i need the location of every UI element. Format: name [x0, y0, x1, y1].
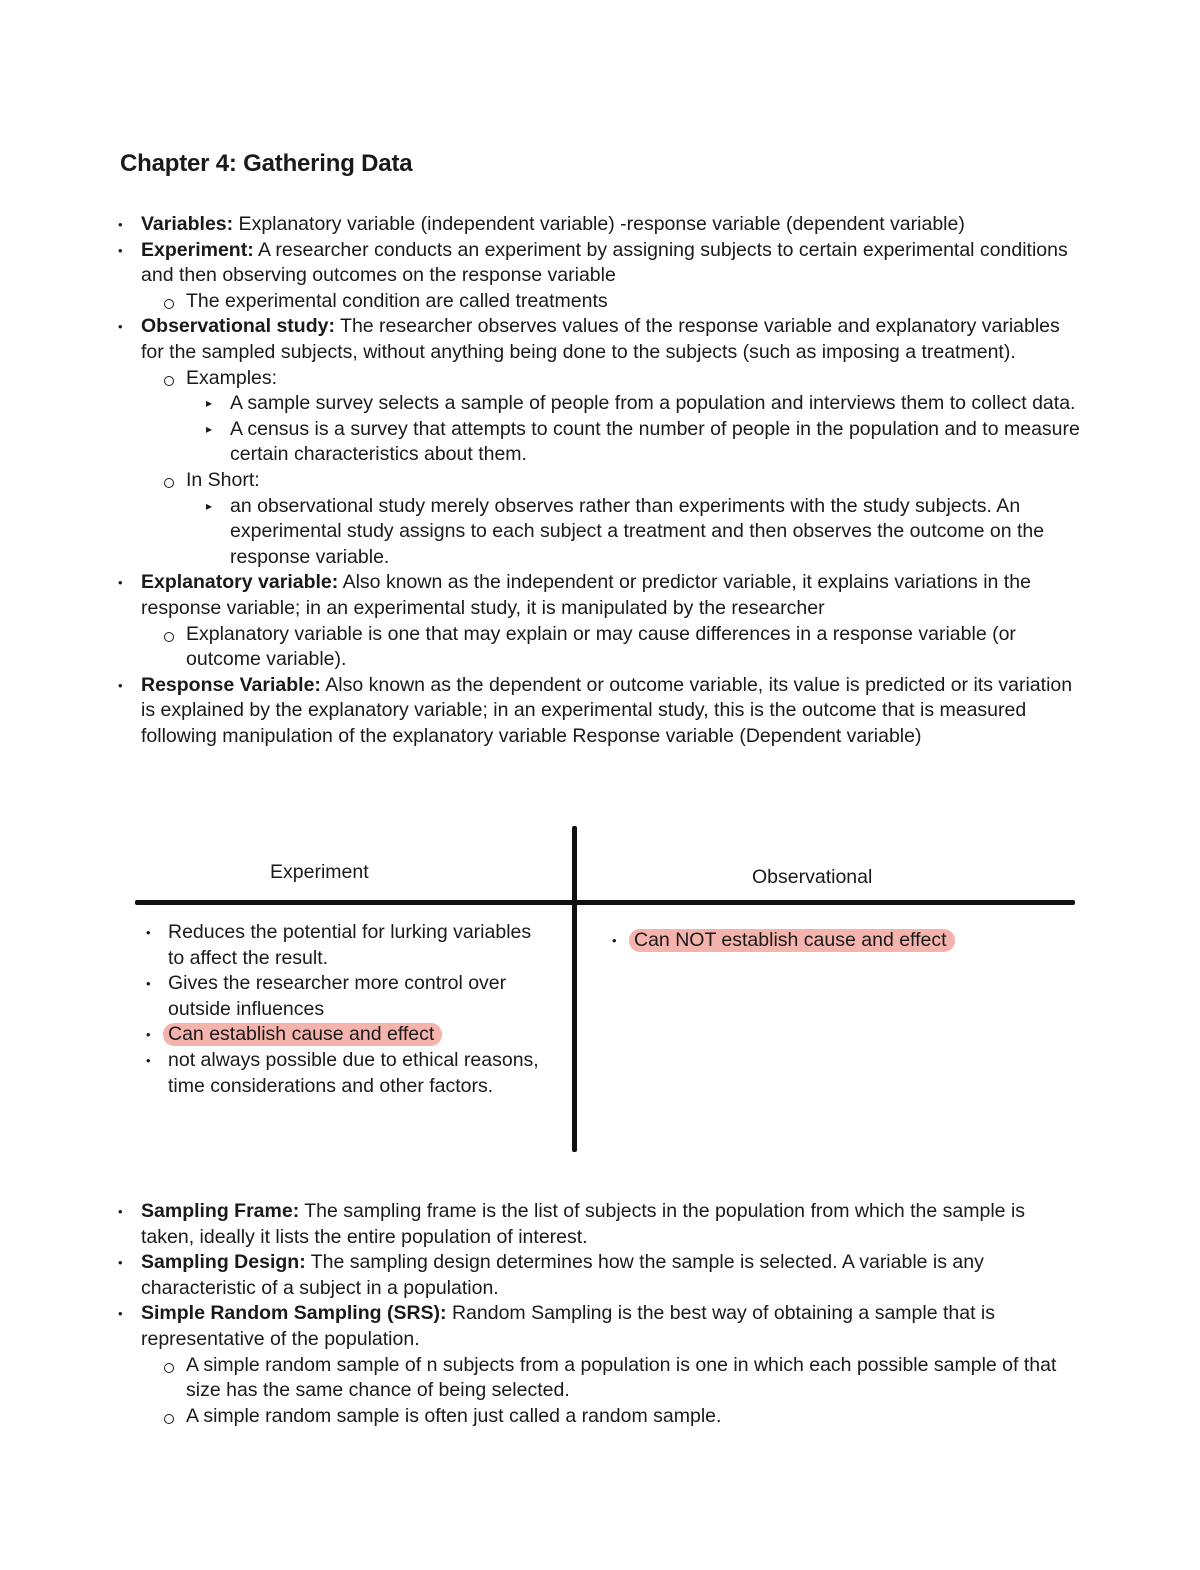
definition-observational: The researcher observes values of the response variable and explanatory variables for the sampled subjects, without anything being done to the subjects (such as imposing a treatment).	[141, 315, 1060, 363]
experiment-item-cause-effect	[0, 1022, 572, 1048]
term-response: Response Variable:	[141, 673, 321, 696]
term-variables: Variables:	[141, 213, 234, 235]
observational-item-no-cause-effect	[0, 928, 1100, 954]
definition-explanatory: Also known as the independent or predictor variable, it explains variations in the response variable; in an experimental study, it is manipulated by the researcher	[141, 571, 1031, 619]
definition-response: Also known as the dependent or outcome variable, its value is predicted or its variation is explained by the explanatory variable; in an experimental study, this is the outcome that is measured following manipulation of the explanatory variable Response variable (Dependent variable)	[141, 673, 1073, 747]
observational-column-header: Observational	[752, 866, 873, 888]
term-sampling-frame: Sampling Frame:	[141, 1200, 300, 1222]
experiment-item-control: • Gives the researcher more control over outside influences	[0, 971, 572, 1022]
chapter-title: Chapter 4: Gathering Data	[120, 150, 413, 177]
highlighted-text: Can NOT establish cause and effect	[629, 929, 955, 952]
experiment-column-header: Experiment	[270, 861, 369, 883]
definitions-list-top	[0, 212, 1200, 749]
definition-sampling-frame: The sampling frame is the list of subjects in the population from which the sample is taken, ideally it lists the entire population of interest.	[141, 1200, 1026, 1248]
experiment-item-lurking: • Reduces the potential for lurking variables to affect the result.	[0, 920, 572, 971]
sub-item-random-sample: A simple random sample is often just called a random sample.	[0, 1404, 1200, 1430]
list-item-observational	[0, 314, 1200, 365]
definitions-list-bottom	[0, 1199, 1200, 1429]
definition-srs: Random Sampling is the best way of obtaining a sample that is representative of the population.	[141, 1302, 995, 1350]
list-item-srs	[0, 1301, 1200, 1352]
term-srs: Simple Random Sampling (SRS):	[141, 1302, 447, 1325]
definition-sampling-design: The sampling design determines how the sample is selected. A variable is any characteristic of a subject in a population.	[141, 1251, 984, 1299]
definition-variables: Explanatory variable (independent variable) -response variable (dependent variable)	[233, 213, 965, 235]
list-item-explanatory	[0, 570, 1200, 621]
experiment-item-not-possible: • not always possible due to ethical reasons, time considerations and other factors.	[0, 1048, 572, 1099]
term-sampling-design: Sampling Design:	[141, 1251, 306, 1274]
sub-item-in-short: In Short:	[0, 468, 1200, 494]
term-explanatory: Explanatory variable:	[141, 571, 339, 594]
example-sample-survey: ▸ A sample survey selects a sample of people from a population and interviews them to collect data.	[0, 391, 1200, 417]
t-chart-vertical-divider	[572, 826, 577, 1152]
t-chart-horizontal-divider	[135, 900, 1075, 905]
list-item-variables	[0, 212, 1200, 238]
in-short-text: ▸ an observational study merely observes rather than experiments with the study subjects. An experimental study assigns to each subject a treatment and then observes the outcome on the response variable.	[0, 494, 1200, 571]
sub-item-examples: Examples:	[0, 366, 1200, 392]
list-item-response	[0, 673, 1200, 750]
highlighted-text: Can establish cause and effect	[163, 1023, 442, 1046]
sub-item-explanatory: Explanatory variable is one that may explain or may cause differences in a response variable (or outcome variable).	[0, 622, 1200, 673]
sub-item-srs-definition: A simple random sample of n subjects from a population is one in which each possible sample of that size has the same chance of being selected.	[0, 1353, 1200, 1404]
term-observational: Observational study:	[141, 315, 335, 338]
example-census: ▸ A census is a survey that attempts to count the number of people in the population and to measure certain characteristics about them.	[0, 417, 1200, 468]
observational-list	[0, 928, 1100, 954]
list-item-experiment	[0, 238, 1200, 289]
term-experiment: Experiment:	[141, 238, 254, 261]
list-item-sampling-frame	[0, 1199, 1200, 1250]
list-item-sampling-design	[0, 1250, 1200, 1301]
t-chart	[0, 820, 1200, 1160]
definition-experiment: A researcher conducts an experiment by assigning subjects to certain experimental conditions and then observing outcomes on the response variable	[141, 238, 1068, 287]
sub-item-treatments: The experimental condition are called treatments	[0, 289, 1200, 315]
